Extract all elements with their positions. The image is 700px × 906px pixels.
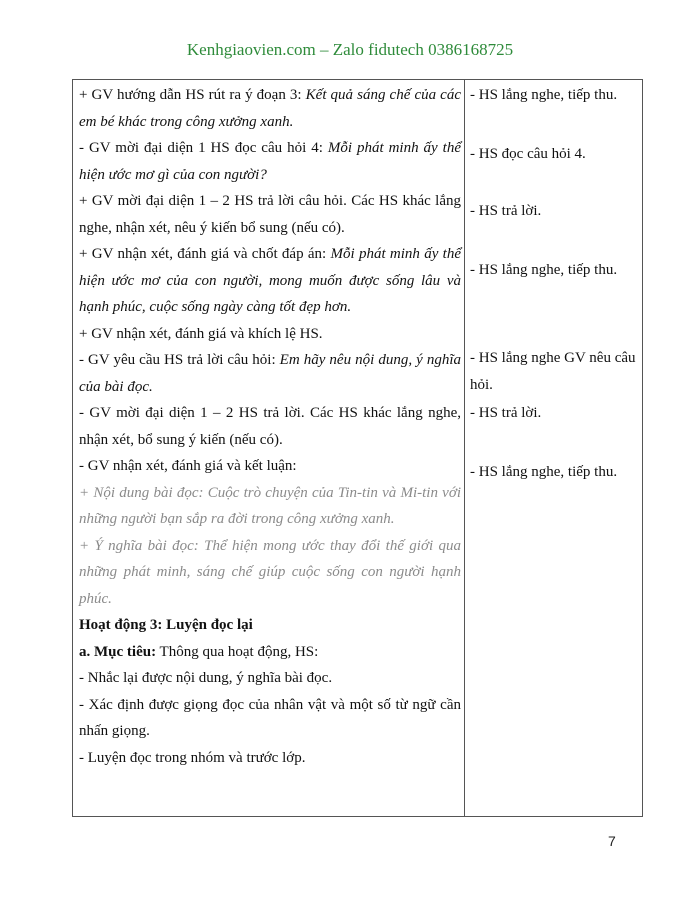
goal-bullet-2: - Xác định được giọng đọc của nhân vật và một số từ ngữ cần nhấn giọng. (79, 696, 461, 739)
p4-text: + GV nhận xét, đánh giá và chốt đáp án: (79, 246, 331, 262)
paragraph-7: - GV mời đại diện 1 – 2 HS trả lời. Các HS khác lắng nghe, nhận xét, bổ sung ý kiến (nếu có). (79, 405, 461, 448)
lesson-table (72, 79, 643, 817)
p6-text: - GV yêu cầu HS trả lời câu hỏi: (79, 352, 280, 368)
goal-bullet-1: - Nhắc lại được nội dung, ý nghĩa bài đọc. (79, 670, 333, 686)
student-response-6: - HS trả lời. (470, 405, 542, 421)
paragraph-6 (79, 347, 461, 400)
goal-label: a. Mục tiêu: (79, 643, 157, 660)
paragraph-5: + GV nhận xét, đánh giá và khích lệ HS. (79, 325, 323, 342)
paragraph-2 (79, 135, 461, 188)
p4-italic-text: Mỗi phát minh ấy thể hiện ước mơ của con người, mong muốn được sống lâu và hạnh phúc, cuộc sống ngày càng tốt đẹp hơn. (79, 246, 461, 315)
page-header: Kenhgiaovien.com – Zalo fidutech 0386168725 (186, 40, 514, 59)
student-response-1: - HS lắng nghe, tiếp thu. (470, 87, 618, 103)
p6-italic-text: Em hãy nêu nội dung, ý nghĩa của bài đọc. (79, 352, 461, 395)
paragraph-4 (79, 241, 461, 321)
teacher-activities-column (79, 82, 461, 771)
student-response-4: - HS lắng nghe, tiếp thu. (470, 262, 618, 278)
p1-text: + GV hướng dẫn HS rút ra ý đoạn 3: (79, 87, 306, 103)
paragraph-3: + GV mời đại diện 1 – 2 HS trả lời câu hỏi. Các HS khác lắng nghe, nhận xét, nêu ý kiến bổ sung (nếu có). (79, 193, 461, 236)
goal-bullet-3: - Luyện đọc trong nhóm và trước lớp. (79, 749, 306, 766)
activity-heading: Hoạt động 3: Luyện đọc lại (79, 617, 253, 633)
page-number: 7 (608, 833, 616, 849)
student-response-2: - HS đọc câu hỏi 4. (470, 146, 586, 162)
goal-paragraph (79, 639, 461, 666)
goal-text: Thông qua hoạt động, HS: (156, 643, 319, 660)
student-response-7: - HS lắng nghe, tiếp thu. (470, 464, 618, 480)
column-divider (464, 80, 465, 816)
paragraph-1 (79, 82, 461, 135)
p1-italic-text: Kết quả sáng chế của các em bé khác trong công xưởng xanh. (79, 87, 461, 130)
paragraph-8: - GV nhận xét, đánh giá và kết luận: (79, 458, 297, 474)
p2-text: - GV mời đại diện 1 HS đọc câu hỏi 4: (79, 140, 328, 156)
p2-italic-text: Mỗi phát minh ấy thể hiện ước mơ gì của con người? (79, 140, 461, 183)
student-response-5: - HS lắng nghe GV nêu câu hỏi. (470, 350, 636, 393)
student-response-3: - HS trả lời. (470, 203, 542, 219)
paragraph-9: + Nội dung bài đọc: Cuộc trò chuyện của Tin-tin và Mi-tin với những người bạn sắp ra đời trong công xưởng xanh. (79, 484, 461, 527)
paragraph-10: + Ý nghĩa bài đọc: Thể hiện mong ước thay đổi thế giới qua những phát minh, sáng chế giúp cuộc sống con người hạnh phúc. (79, 537, 461, 607)
